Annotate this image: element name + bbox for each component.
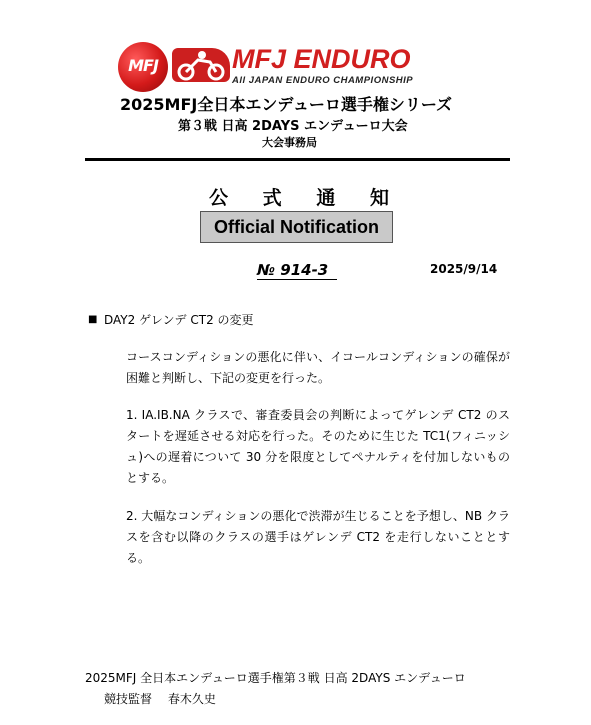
notice-title-en: Official Notification xyxy=(213,217,379,237)
change-item-2: 2. 大幅なコンディションの悪化で渋滞が生じることを予想し、NB クラスを含む以降のクラスの選手はゲレンデ CT2 を走行しないこととする。 xyxy=(126,509,510,565)
change-item-1: 1. IA.IB.NA クラスで、審査委員会の判断によってゲレンデ CT2 のスタートを遅延させる対応を行った。そのために生じた TC1(フィニッシュ)への遅着について 30 分を限度としてペナルティを付加しないものとする。 xyxy=(126,408,510,485)
document-date: 2025/9/14 xyxy=(430,262,498,276)
mfj-logo-badge xyxy=(118,42,168,92)
topic-heading: DAY2 ゲレンデ CT2 の変更 xyxy=(104,313,254,327)
motorcycle-logo-icon xyxy=(172,48,230,82)
intro-paragraph: コースコンディションの悪化に伴い、イコールコンディションの確保が困難と判断し、下記の変更を行った。 xyxy=(126,350,510,385)
notice-title-ja xyxy=(209,183,389,210)
notice-char: 通 xyxy=(316,187,336,209)
enduro-wordmark: MFJ ENDURO xyxy=(232,44,411,74)
header-divider xyxy=(85,158,510,161)
championship-tagline: All JAPAN ENDURO CHAMPIONSHIP xyxy=(232,75,414,86)
organizer-office: 大会事務局 xyxy=(262,136,317,149)
square-bullet-icon: ■ xyxy=(88,314,98,325)
event-title: 第３戦 日高 2DAYS エンデューロ大会 xyxy=(178,119,408,134)
footer-signature: 競技監督 春木久史 xyxy=(104,692,216,706)
logo-badge-text: MFJ xyxy=(128,56,158,75)
notice-char: 公 xyxy=(209,187,229,209)
footer-event-line: 2025MFJ 全日本エンデューロ選手権第３戦 日高 2DAYS エンデューロ xyxy=(85,671,466,685)
series-title: 2025MFJ全日本エンデューロ選手権シリーズ xyxy=(120,95,453,114)
notice-char: 知 xyxy=(369,187,389,209)
document-number: № 914-3 xyxy=(257,261,337,280)
notice-char: 式 xyxy=(262,187,282,209)
